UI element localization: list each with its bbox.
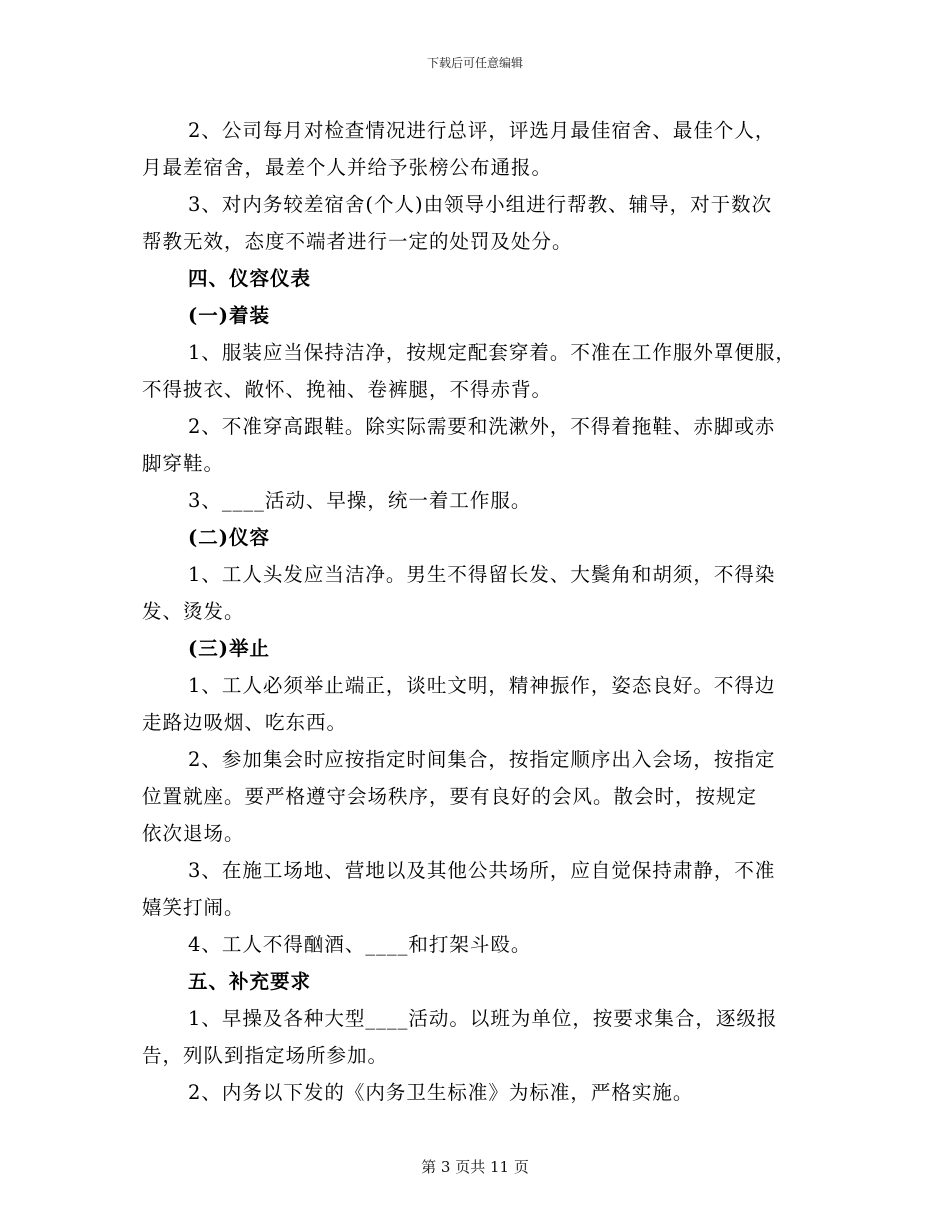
paragraph-line: 2、参加集会时应按指定时间集合，按指定顺序出入会场，按指定: [188, 748, 776, 771]
section-heading: 四、仪容仪表: [188, 267, 312, 290]
paragraph-line: 依次退场。: [142, 822, 245, 845]
paragraph-line: 不得披衣、敞怀、挽袖、卷裤腿，不得赤背。: [142, 378, 553, 401]
paragraph-line: 2、公司每月对检查情况进行总评，评选月最佳宿舍、最佳个人，: [188, 119, 776, 142]
paragraph-line: 告，列队到指定场所参加。: [142, 1044, 389, 1067]
paragraph-line: 1、服装应当保持洁净，按规定配套穿着。不准在工作服外罩便服，: [188, 341, 796, 364]
paragraph-line: 月最差宿舍，最差个人并给予张榜公布通报。: [142, 156, 553, 179]
page-header: 下载后可任意编辑: [426, 56, 523, 70]
subsection-heading: (二)仪容: [188, 526, 270, 549]
paragraph-line: 嬉笑打闹。: [142, 896, 245, 919]
subsection-heading: (三)举止: [188, 637, 270, 660]
paragraph-line: 1、早操及各种大型____活动。以班为单位，按要求集合，逐级报: [188, 1007, 778, 1030]
page-footer: 第 3 页共 11 页: [421, 1158, 529, 1176]
paragraph-line: 4、工人不得酗酒、____和打架斗殴。: [188, 933, 532, 956]
paragraph-line: 走路边吸烟、吃东西。: [142, 711, 348, 734]
paragraph-line: 3、____活动、早操，统一着工作服。: [188, 489, 532, 512]
paragraph-line: 1、工人必须举止端正，谈吐文明，精神振作，姿态良好。不得边: [188, 674, 776, 697]
paragraph-line: 1、工人头发应当洁净。男生不得留长发、大鬓角和胡须，不得染: [188, 563, 776, 586]
paragraph-line: 2、内务以下发的《内务卫生标准》为标准，严格实施。: [188, 1081, 694, 1104]
paragraph-line: 2、不准穿高跟鞋。除实际需要和洗漱外，不得着拖鞋、赤脚或赤: [188, 415, 776, 438]
paragraph-line: 位置就座。要严格遵守会场秩序，要有良好的会风。散会时，按规定: [142, 785, 758, 808]
subsection-heading: (一)着装: [188, 304, 270, 327]
paragraph-line: 3、对内务较差宿舍(个人)由领导小组进行帮教、辅导，对于数次: [188, 193, 773, 216]
paragraph-line: 帮教无效，态度不端者进行一定的处罚及处分。: [142, 230, 573, 253]
paragraph-line: 3、在施工场地、营地以及其他公共场所，应自觉保持肃静，不准: [188, 859, 776, 882]
section-heading: 五、补充要求: [188, 970, 312, 993]
paragraph-line: 脚穿鞋。: [142, 452, 225, 475]
paragraph-line: 发、烫发。: [142, 600, 245, 623]
